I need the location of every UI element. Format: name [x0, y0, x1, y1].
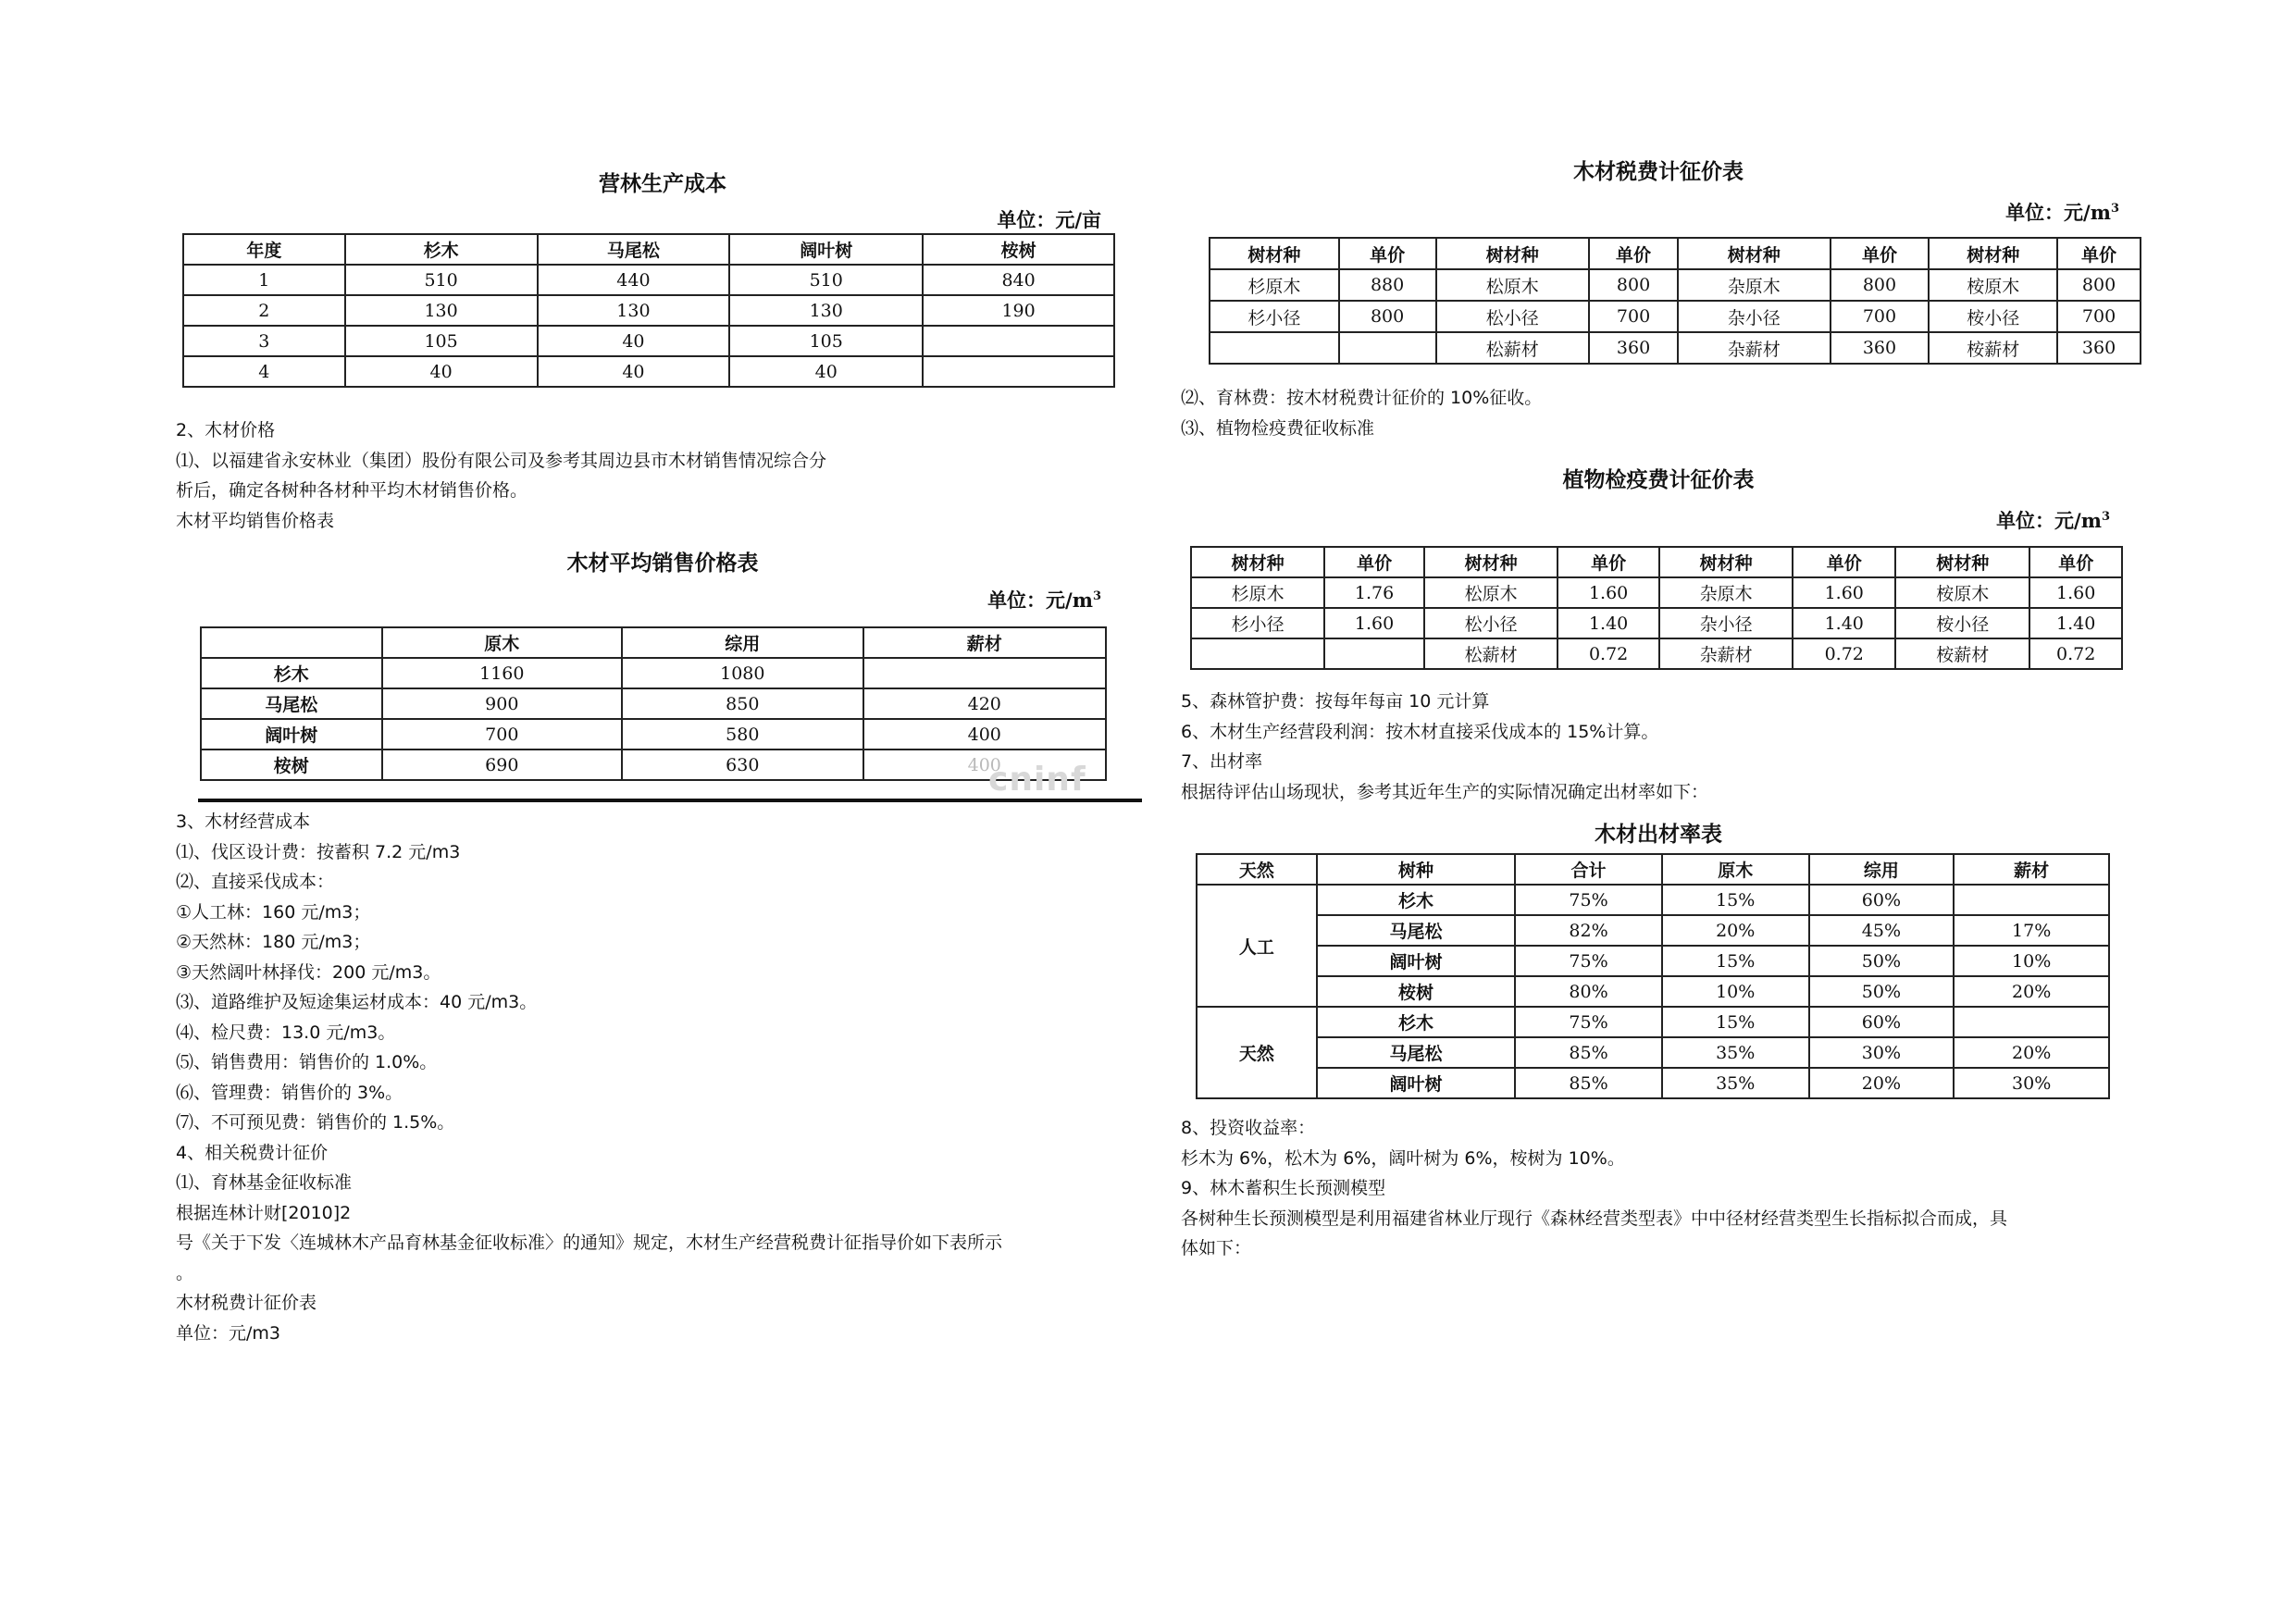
yield-table-cell: 30%	[1809, 1037, 1955, 1068]
cost-table-header-row	[183, 234, 1114, 265]
quarantine-table-cell: 1.40	[1558, 608, 1659, 638]
yield-table-cell: 15%	[1662, 1007, 1809, 1037]
cost-table-cell: 130	[729, 295, 923, 326]
tax-table-cell: 杉原木	[1210, 269, 1339, 301]
section8-text	[1181, 1113, 2007, 1264]
yield-table-cell: 35%	[1662, 1037, 1809, 1068]
price-table-cell: 阔叶树	[201, 719, 382, 750]
cost-table-row	[183, 295, 1114, 326]
yield-table-cell: 85%	[1515, 1037, 1662, 1068]
cost-table-row	[183, 265, 1114, 295]
quarantine-table-cell: 桉薪材	[1895, 638, 2029, 669]
tax-table-cell: 360	[1831, 332, 1930, 364]
quarantine-table-cell: 杂薪材	[1659, 638, 1793, 669]
section5-text	[1181, 687, 1708, 807]
tax-table-row	[1210, 332, 2141, 364]
quarantine-table-cell: 1.40	[1793, 608, 1895, 638]
cost-table-cell: 440	[538, 265, 730, 295]
quarantine-table-unit	[1842, 506, 2110, 534]
quarantine-table-unit-sup: 3	[2101, 510, 2110, 524]
section3-line: ⑸、销售费用：销售价的 1.0%。	[176, 1052, 438, 1072]
section2-line: 析后，确定各树种各材种平均木材销售价格。	[176, 480, 528, 501]
price-table-row	[201, 719, 1106, 750]
tax-table-cell: 松薪材	[1436, 332, 1590, 364]
section3-line: 3、木材经营成本	[176, 812, 311, 832]
yield-table-cell: 75%	[1515, 885, 1662, 915]
tax-table-header-cell: 树材种	[1210, 238, 1339, 269]
cost-table-cell: 1	[183, 265, 345, 295]
cost-table-unit: 单位：元/亩	[997, 208, 1101, 231]
price-table-cell: 1160	[382, 658, 622, 688]
price-table-cell: 400	[863, 719, 1106, 750]
section5-line: 7、出材率	[1181, 751, 1263, 772]
quarantine-table-header-cell: 单价	[2029, 547, 2122, 577]
yield-table-header-cell: 薪材	[1954, 854, 2109, 885]
yield-table-cell: 杉木	[1317, 1007, 1515, 1037]
tax-table-cell: 700	[1589, 301, 1678, 332]
yield-table-cell: 20%	[1954, 1037, 2109, 1068]
yield-table-cell: 35%	[1662, 1068, 1809, 1098]
yield-table-header-cell: 合计	[1515, 854, 1662, 885]
section3-line: ⑺、不可预见费：销售价的 1.5%。	[176, 1112, 455, 1133]
cost-table-header-cell: 马尾松	[538, 234, 730, 265]
quarantine-table-cell: 杂小径	[1659, 608, 1793, 638]
tax-table-row	[1210, 269, 2141, 301]
tax-table-unit	[1851, 198, 2119, 226]
price-table-header-row	[201, 627, 1106, 658]
section2-line: 木材平均销售价格表	[176, 510, 335, 531]
price-table-cell: 马尾松	[201, 688, 382, 719]
yield-table-cell: 50%	[1809, 946, 1955, 976]
tax-table-cell: 800	[1339, 301, 1436, 332]
section3-line: 单位：元/m3	[176, 1322, 280, 1344]
quarantine-table-cell	[1191, 638, 1324, 669]
tax-table-unit-sup: 3	[2110, 202, 2119, 216]
quarantine-table-cell: 桉原木	[1895, 577, 2029, 608]
cost-table-row	[183, 326, 1114, 356]
quarantine-table-cell: 杉小径	[1191, 608, 1324, 638]
tax-table-cell: 700	[2057, 301, 2141, 332]
quarantine-table-cell: 杂原木	[1659, 577, 1793, 608]
price-table-cell: 1080	[622, 658, 863, 688]
quarantine-table-cell: 杉原木	[1191, 577, 1324, 608]
tax-table-cell: 杂小径	[1678, 301, 1831, 332]
quarantine-table-row	[1191, 638, 2122, 669]
price-table-header-cell	[201, 627, 382, 658]
mid-text-line: ⑵、育林费：按木材税费计征价的 10%征收。	[1181, 388, 1543, 408]
quarantine-table-header-cell: 树材种	[1424, 547, 1558, 577]
yield-table-cell: 60%	[1809, 885, 1955, 915]
yield-table-cell: 80%	[1515, 976, 1662, 1007]
section3-line: ⑵、直接采伐成本：	[176, 872, 335, 892]
cost-table-cell: 4	[183, 356, 345, 387]
yield-table-cell: 30%	[1954, 1068, 2109, 1098]
cost-table-cell: 130	[538, 295, 730, 326]
price-table-header-cell: 原木	[382, 627, 622, 658]
yield-table-cell: 阔叶树	[1317, 1068, 1515, 1098]
price-table-cell: 690	[382, 750, 622, 780]
cost-table-cell: 510	[729, 265, 923, 295]
yield-table-cell: 15%	[1662, 946, 1809, 976]
yield-table-cell: 20%	[1662, 915, 1809, 946]
yield-table-cell: 17%	[1954, 915, 2109, 946]
section3-line: 号《关于下发〈连城林木产品育林基金征收标准〉的通知》规定，木材生产经营税费计征指导价如下表所示	[176, 1233, 1003, 1253]
section3-line: ⑹、管理费：销售价的 3%。	[176, 1082, 403, 1103]
yield-table-row	[1197, 1068, 2109, 1098]
price-table-cell: 400	[863, 750, 1106, 780]
yield-table-group-cell: 人工	[1197, 885, 1317, 1007]
price-table-cell: 900	[382, 688, 622, 719]
quarantine-table-cell: 1.40	[2029, 608, 2122, 638]
tax-table-header-cell: 单价	[2057, 238, 2141, 269]
price-table-cell: 850	[622, 688, 863, 719]
tax-table-cell	[1339, 332, 1436, 364]
quarantine-table	[1190, 546, 2123, 670]
cost-table-header-cell: 阔叶树	[729, 234, 923, 265]
cost-table-cell: 2	[183, 295, 345, 326]
cost-table-cell: 840	[923, 265, 1114, 295]
tax-table-cell: 杉小径	[1210, 301, 1339, 332]
quarantine-table-cell: 松小径	[1424, 608, 1558, 638]
section3-line: ③天然阔叶林择伐：200 元/m3。	[176, 961, 441, 983]
yield-table-cell: 10%	[1662, 976, 1809, 1007]
cost-table-cell: 40	[538, 326, 730, 356]
quarantine-table-header-cell: 单价	[1558, 547, 1659, 577]
quarantine-table-cell: 1.60	[1793, 577, 1895, 608]
yield-table-row	[1197, 885, 2109, 915]
yield-table-cell: 马尾松	[1317, 1037, 1515, 1068]
section8-line: 9、林木蓄积生长预测模型	[1181, 1178, 1386, 1198]
section8-line: 体如下：	[1181, 1238, 1252, 1258]
price-table-header-cell: 综用	[622, 627, 863, 658]
yield-table-cell: 20%	[1809, 1068, 1955, 1098]
cost-table-cell: 40	[538, 356, 730, 387]
quarantine-table-cell: 松薪材	[1424, 638, 1558, 669]
tax-table-cell: 800	[2057, 269, 2141, 301]
quarantine-table-cell: 桉小径	[1895, 608, 2029, 638]
price-table-cell: 杉木	[201, 658, 382, 688]
price-table-header-cell: 薪材	[863, 627, 1106, 658]
mid-text-line: ⑶、植物检疫费征收标准	[1181, 417, 1375, 439]
yield-table-header-row	[1197, 854, 2109, 885]
cost-table-cell	[923, 326, 1114, 356]
quarantine-table-cell: 0.72	[1793, 638, 1895, 669]
section3-line: ②天然林：180 元/m3；	[176, 932, 371, 952]
quarantine-table-row	[1191, 577, 2122, 608]
cost-table-cell: 130	[345, 295, 538, 326]
quarantine-table-cell: 1.76	[1324, 577, 1424, 608]
tax-table-header-cell: 单价	[1339, 238, 1436, 269]
quarantine-table-header-cell: 树材种	[1659, 547, 1793, 577]
yield-table-header-cell: 树种	[1317, 854, 1515, 885]
yield-table-row	[1197, 946, 2109, 976]
quarantine-table-cell: 0.72	[2029, 638, 2122, 669]
yield-table-cell: 45%	[1809, 915, 1955, 946]
quarantine-table-header-cell: 树材种	[1191, 547, 1324, 577]
section8-line: 8、投资收益率：	[1181, 1118, 1316, 1138]
price-table-unit-sup: 3	[1092, 589, 1101, 603]
section2-line: 2、木材价格	[176, 420, 276, 440]
section3-line: ⑷、检尺费：13.0 元/m3。	[176, 1022, 396, 1043]
yield-table-cell: 85%	[1515, 1068, 1662, 1098]
tax-table-cell: 桉薪材	[1929, 332, 2057, 364]
yield-table-cell: 75%	[1515, 946, 1662, 976]
tax-table-cell: 800	[1589, 269, 1678, 301]
cost-table-cell: 3	[183, 326, 345, 356]
yield-table-row	[1197, 976, 2109, 1007]
quarantine-table-header-cell: 树材种	[1895, 547, 2029, 577]
yield-table-group-cell: 天然	[1197, 1007, 1317, 1098]
price-table-row	[201, 658, 1106, 688]
yield-table-cell: 马尾松	[1317, 915, 1515, 946]
section8-line: 杉木为 6%，松木为 6%，阔叶树为 6%，桉树为 10%。	[1181, 1147, 1625, 1169]
section3-line: ⑶、道路维护及短途集运材成本：40 元/m3。	[176, 992, 538, 1012]
quarantine-table-title: 植物检疫费计征价表	[1562, 467, 1755, 492]
section5-line: 6、木材生产经营段利润：按木材直接采伐成本的 15%计算。	[1181, 721, 1659, 742]
yield-table-title: 木材出材率表	[1595, 822, 1722, 847]
cost-table	[182, 233, 1115, 388]
quarantine-table-cell: 0.72	[1558, 638, 1659, 669]
yield-table-cell: 桉树	[1317, 976, 1515, 1007]
price-table-cell: 420	[863, 688, 1106, 719]
watermark-text: cninf	[988, 761, 1086, 799]
tax-table	[1209, 237, 2141, 365]
quarantine-table-cell: 1.60	[2029, 577, 2122, 608]
cost-table-cell: 40	[729, 356, 923, 387]
price-table-cell: 桉树	[201, 750, 382, 780]
tax-table-cell	[1210, 332, 1339, 364]
section3-line: 根据连林计财[2010]2	[176, 1202, 352, 1223]
cost-table-cell	[923, 356, 1114, 387]
yield-table-cell	[1954, 885, 2109, 915]
section3-text	[176, 807, 1002, 1348]
quarantine-table-unit-text: 单位：元/m	[1996, 509, 2102, 532]
quarantine-table-header-row	[1191, 547, 2122, 577]
tax-table-cell: 松原木	[1436, 269, 1590, 301]
tax-table-unit-text: 单位：元/m	[2005, 201, 2111, 224]
tax-table-header-cell: 树材种	[1678, 238, 1831, 269]
tax-table-cell: 360	[2057, 332, 2141, 364]
yield-table-cell: 10%	[1954, 946, 2109, 976]
tax-table-header-cell: 单价	[1831, 238, 1930, 269]
price-table-cell: 580	[622, 719, 863, 750]
section3-line: 木材税费计征价表	[176, 1293, 317, 1313]
quarantine-table-header-cell: 单价	[1793, 547, 1895, 577]
yield-table-header-cell: 综用	[1809, 854, 1955, 885]
section3-line: ⑴、伐区设计费：按蓄积 7.2 元/m3	[176, 841, 461, 862]
yield-table-cell	[1954, 1007, 2109, 1037]
section5-line: 根据待评估山场现状，参考其近年生产的实际情况确定出材率如下：	[1181, 781, 1709, 802]
section2-line: ⑴、以福建省永安林业（集团）股份有限公司及参考其周边县市木材销售情况综合分	[176, 450, 827, 471]
tax-table-cell: 360	[1589, 332, 1678, 364]
tax-table-cell: 700	[1831, 301, 1930, 332]
cost-table-cell: 105	[729, 326, 923, 356]
cost-table-header-cell: 年度	[183, 234, 345, 265]
tax-table-cell: 880	[1339, 269, 1436, 301]
section3-line: 。	[176, 1262, 194, 1283]
quarantine-table-row	[1191, 608, 2122, 638]
cost-table-cell: 190	[923, 295, 1114, 326]
price-table	[200, 626, 1107, 781]
section2-text	[176, 415, 826, 536]
price-table-unit	[833, 586, 1101, 613]
price-table-cell: 630	[622, 750, 863, 780]
price-table-title: 木材平均销售价格表	[566, 551, 759, 576]
tax-table-header-cell: 树材种	[1436, 238, 1590, 269]
yield-table-cell: 阔叶树	[1317, 946, 1515, 976]
tax-table-title: 木材税费计征价表	[1573, 159, 1744, 184]
tax-table-cell: 松小径	[1436, 301, 1590, 332]
yield-table-cell: 15%	[1662, 885, 1809, 915]
thick-divider-line	[198, 799, 1142, 802]
quarantine-table-header-cell: 单价	[1324, 547, 1424, 577]
cost-table-cell: 105	[345, 326, 538, 356]
yield-table-cell: 50%	[1809, 976, 1955, 1007]
tax-table-cell: 桉小径	[1929, 301, 2057, 332]
mid-text	[1181, 383, 1542, 443]
yield-table-header-cell: 天然	[1197, 854, 1317, 885]
quarantine-table-cell: 1.60	[1558, 577, 1659, 608]
quarantine-table-cell: 松原木	[1424, 577, 1558, 608]
price-table-cell: 700	[382, 719, 622, 750]
yield-table-cell: 60%	[1809, 1007, 1955, 1037]
tax-table-cell: 杂薪材	[1678, 332, 1831, 364]
section5-line: 5、森林管护费：按每年每亩 10 元计算	[1181, 691, 1490, 712]
cost-table-header-cell: 杉木	[345, 234, 538, 265]
section8-line: 各树种生长预测模型是利用福建省林业厅现行《森林经营类型表》中中径材经营类型生长指标拟合而成，具	[1181, 1208, 2008, 1229]
section3-line: ⑴、育林基金征收标准	[176, 1172, 353, 1193]
cost-table-cell: 510	[345, 265, 538, 295]
tax-table-cell: 800	[1831, 269, 1930, 301]
yield-table-cell: 75%	[1515, 1007, 1662, 1037]
price-table-unit-text: 单位：元/m	[987, 588, 1093, 612]
tax-table-row	[1210, 301, 2141, 332]
tax-table-header-cell: 单价	[1589, 238, 1678, 269]
yield-table-row	[1197, 1007, 2109, 1037]
tax-table-cell: 桉原木	[1929, 269, 2057, 301]
price-table-row	[201, 688, 1106, 719]
section3-line: ①人工林：160 元/m3；	[176, 901, 371, 923]
cost-table-row	[183, 356, 1114, 387]
price-table-cell	[863, 658, 1106, 688]
yield-table-cell: 20%	[1954, 976, 2109, 1007]
section3-line: 4、相关税费计征价	[176, 1142, 329, 1163]
yield-table-row	[1197, 915, 2109, 946]
cost-table-title: 营林生产成本	[599, 171, 726, 196]
yield-table-row	[1197, 1037, 2109, 1068]
tax-table-cell: 杂原木	[1678, 269, 1831, 301]
quarantine-table-cell: 1.60	[1324, 608, 1424, 638]
yield-table-header-cell: 原木	[1662, 854, 1809, 885]
tax-table-header-cell: 树材种	[1929, 238, 2057, 269]
yield-table-cell: 杉木	[1317, 885, 1515, 915]
cost-table-header-cell: 桉树	[923, 234, 1114, 265]
price-table-row	[201, 750, 1106, 780]
tax-table-header-row	[1210, 238, 2141, 269]
quarantine-table-cell	[1324, 638, 1424, 669]
cost-table-cell: 40	[345, 356, 538, 387]
yield-table	[1196, 853, 2110, 1099]
yield-table-cell: 82%	[1515, 915, 1662, 946]
